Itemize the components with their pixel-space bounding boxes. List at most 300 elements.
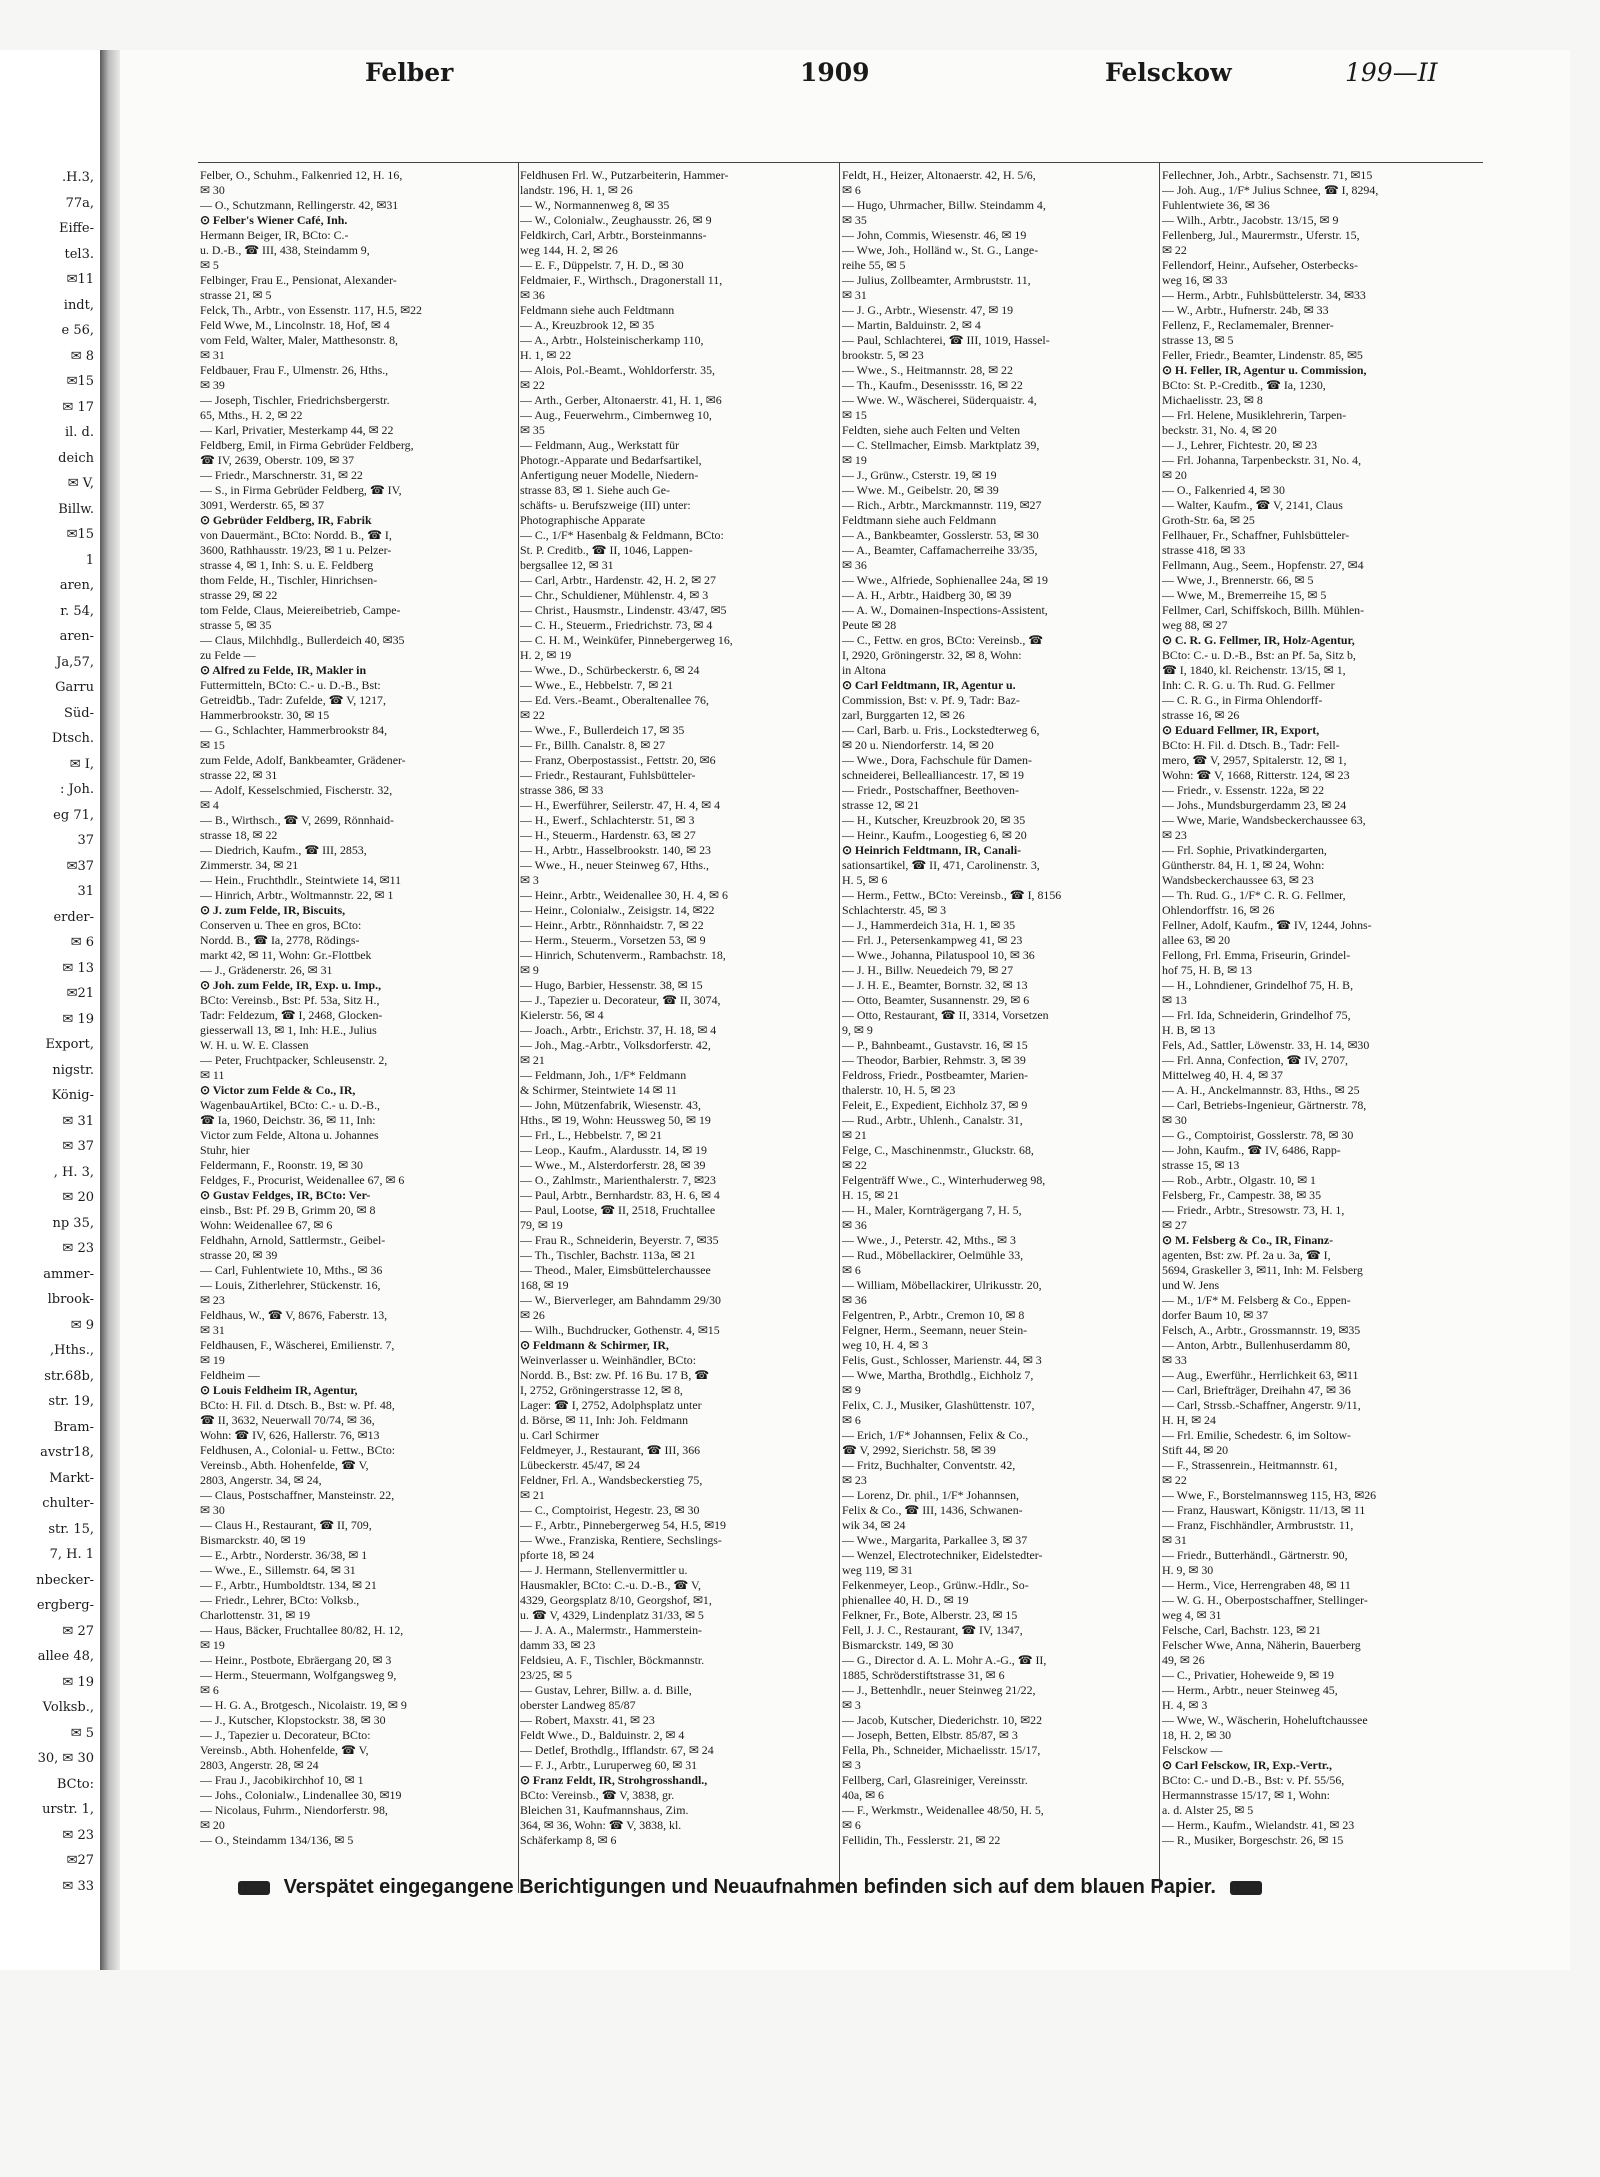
directory-entry-line: Felkner, Fr., Bote, Alberstr. 23, ✉ 15: [842, 1608, 1018, 1622]
previous-page-fragment: np 35,: [52, 1215, 94, 1231]
directory-entry-line: — Heinr., Postbote, Ebräergang 20, ✉ 3: [200, 1653, 392, 1667]
pointing-hand-icon: [238, 1881, 270, 1895]
directory-entry-line: — Frl. Sophie, Privatkindergarten,: [1162, 843, 1327, 857]
directory-entry-line: 3091, Werderstr. 65, ✉ 37: [200, 498, 325, 512]
directory-entry-line: ✉ 36: [520, 288, 545, 302]
directory-entry-line: — H., Steuerm., Hardenstr. 63, ✉ 27: [520, 828, 696, 842]
directory-entry-line: — Wilh., Buchdrucker, Gothenstr. 4, ✉15: [520, 1323, 720, 1337]
directory-entry-line: — Gustav, Lehrer, Billw. a. d. Bille,: [520, 1683, 692, 1697]
directory-entry-line: — A. H., Anckelmannstr. 83, Hths., ✉ 25: [1162, 1083, 1360, 1097]
directory-entry-line: Felgner, Herm., Seemann, neuer Stein-: [842, 1323, 1028, 1337]
directory-entry-line: — Louis, Zitherlehrer, Stückenstr. 16,: [200, 1278, 381, 1292]
directory-entry-line: — Franz, Hauswart, Königstr. 11/13, ✉ 11: [1162, 1503, 1366, 1517]
directory-entry-line: Fellner, Adolf, Kaufm., ☎ IV, 1244, Johns-: [1162, 918, 1372, 932]
directory-entry-line: Fels, Ad., Sattler, Löwenstr. 33, H. 14, ✉30: [1162, 1038, 1370, 1052]
directory-entry-line: Bismarckstr. 40, ✉ 19: [200, 1533, 306, 1547]
directory-entry-line: ✉ 20: [1162, 468, 1187, 482]
directory-entry-line: 3600, Rathhausstr. 19/23, ✉ 1 u. Pelzer-: [200, 543, 392, 557]
directory-entry-line: — Wwe, M., Bremerreihe 15, ✉ 5: [1162, 588, 1327, 602]
directory-entry-line: — Heinr., Arbtr., Weidenallee 30, H. 4, ✉ 6: [520, 888, 728, 902]
directory-entry-line: Felge, C., Maschinenmstr., Gluckstr. 68,: [842, 1143, 1034, 1157]
directory-entry-line: Hammerbrookstr. 30, ✉ 15: [200, 708, 330, 722]
directory-entry-line: ✉ 31: [200, 1323, 225, 1337]
directory-entry-line: I, 2752, Gröningerstrasse 12, ✉ 8,: [520, 1383, 683, 1397]
directory-entry-line: — Martin, Balduinstr. 2, ✉ 4: [842, 318, 981, 332]
directory-entry-line: 5694, Graskeller 3, ✉11, Inh: M. Felsberg: [1162, 1263, 1363, 1277]
directory-entry-line: Fell, J. J. C., Restaurant, ☎ IV, 1347,: [842, 1623, 1023, 1637]
directory-entry-line: — Hinrich, Schutenverm., Rambachstr. 18,: [520, 948, 726, 962]
directory-entry-line: — A. W., Domainen-Inspections-Assistent,: [842, 603, 1048, 617]
directory-entry-line: — W., Colonialw., Zeughausstr. 26, ✉ 9: [520, 213, 712, 227]
directory-entry-line: dorfer Baum 10, ✉ 37: [1162, 1308, 1269, 1322]
directory-entry-line: — Anton, Arbtr., Bullenhuserdamm 80,: [1162, 1338, 1351, 1352]
directory-entry-line: — Herm., Steuermann, Wolfgangsweg 9,: [200, 1668, 397, 1682]
directory-entry-line: — Hugo, Uhrmacher, Billw. Steindamm 4,: [842, 198, 1046, 212]
directory-entry-line: — Wilh., Arbtr., Jacobstr. 13/15, ✉ 9: [1162, 213, 1339, 227]
directory-entry-line: Feldtmann siehe auch Feldmann: [842, 513, 997, 527]
directory-entry-line: thalerstr. 10, H. 5, ✉ 23: [842, 1083, 956, 1097]
directory-entry-line: Hermannstrasse 15/17, ✉ 1, Wohn:: [1162, 1788, 1330, 1802]
directory-entry-line: — J. Hermann, Stellenvermittler u.: [520, 1563, 688, 1577]
directory-entry-line: Fellidin, Th., Fesslerstr. 21, ✉ 22: [842, 1833, 1001, 1847]
directory-entry-line: — Wwe., Alfriede, Sophienallee 24a, ✉ 19: [842, 573, 1048, 587]
directory-entry-line: 23/25, ✉ 5: [520, 1668, 572, 1682]
directory-entry-line: — J., Tapezier u. Decorateur, BCto:: [200, 1728, 371, 1742]
directory-entry-line: — Th., Tischler, Bachstr. 113a, ✉ 21: [520, 1248, 696, 1262]
directory-entry-line: ✉ 6: [842, 1263, 861, 1277]
directory-entry-line: ⊙ M. Felsberg & Co., IR, Finanz-: [1162, 1233, 1334, 1247]
directory-entry-line: ✉ 6: [842, 183, 861, 197]
directory-entry-line: Wohn: ☎ V, 1668, Ritterstr. 124, ✉ 23: [1162, 768, 1350, 782]
directory-entry-line: thom Felde, H., Tischler, Hinrichsen-: [200, 573, 378, 587]
directory-entry-line: — J. G., Arbtr., Wiesenstr. 47, ✉ 19: [842, 303, 1014, 317]
directory-entry-line: Feldt Wwe., D., Balduinstr. 2, ✉ 4: [520, 1728, 685, 1742]
page-number: 199—II: [1345, 58, 1438, 87]
directory-entry-line: H. H, ✉ 24: [1162, 1413, 1216, 1427]
directory-entry-line: — Wwe. W., Wäscherei, Süderquaistr. 4,: [842, 393, 1037, 407]
directory-entry-line: — C., Fettw. en gros, BCto: Vereinsb., ☎: [842, 633, 1044, 647]
directory-entry-line: Feldhusen Frl. W., Putzarbeiterin, Hammer-: [520, 168, 729, 182]
directory-entry-line: H. B, ✉ 13: [1162, 1023, 1216, 1037]
directory-entry-line: 168, ✉ 19: [520, 1278, 569, 1292]
directory-entry-line: a. d. Alster 25, ✉ 5: [1162, 1803, 1254, 1817]
directory-entry-line: W. H. u. W. E. Classen: [200, 1038, 309, 1052]
directory-entry-line: tom Felde, Claus, Meiereibetrieb, Campe-: [200, 603, 401, 617]
directory-entry-line: strasse 15, ✉ 13: [1162, 1158, 1240, 1172]
directory-entry-line: — Herm., Vice, Herrengraben 48, ✉ 11: [1162, 1578, 1351, 1592]
directory-entry-line: Anfertigung neuer Modelle, Niedern-: [520, 468, 699, 482]
directory-entry-line: allee 63, ✉ 20: [1162, 933, 1231, 947]
directory-entry-line: — Claus H., Restaurant, ☎ II, 709,: [200, 1518, 372, 1532]
directory-entry-line: Conserven u. Thee en gros, BCto:: [200, 918, 362, 932]
directory-entry-line: Fellong, Frl. Emma, Friseurin, Grindel-: [1162, 948, 1351, 962]
directory-entry-line: strasse 20, ✉ 39: [200, 1248, 278, 1262]
previous-page-fragment: allee 48,: [37, 1649, 94, 1664]
directory-entry-line: ✉ 4: [200, 798, 219, 812]
directory-entry-line: — Frl. J., Petersenkampweg 41, ✉ 23: [842, 933, 1023, 947]
previous-page-fragment: Billw.: [58, 501, 94, 517]
directory-entry-line: Felsch, A., Arbtr., Grossmannstr. 19, ✉35: [1162, 1323, 1361, 1337]
directory-entry-line: — Herm., Kaufm., Wielandstr. 41, ✉ 23: [1162, 1818, 1355, 1832]
previous-page-fragment: Garru: [55, 680, 94, 695]
directory-entry-line: ☎ Ia, 1960, Deichstr. 36, ✉ 11, Inh:: [200, 1113, 376, 1127]
directory-entry-line: — Th. Rud. G., 1/F* C. R. G. Fellmer,: [1162, 888, 1346, 902]
directory-entry-line: BCto: C.- u. D.-B., Bst: an Pf. 5a, Sitz b,: [1162, 648, 1356, 662]
directory-entry-line: — Theod., Maler, Eimsbüttelerchaussee: [520, 1263, 711, 1277]
footer-note: [230, 1876, 1490, 1899]
directory-entry-line: — Herm., Arbtr., Fuhlsbüttelerstr. 34, ✉33: [1162, 288, 1366, 302]
directory-entry-line: weg 88, ✉ 27: [1162, 618, 1228, 632]
previous-page-fragment: ✉ 33: [62, 1878, 94, 1894]
directory-entry-line: — Frl., L., Hebbelstr. 7, ✉ 21: [520, 1128, 663, 1142]
directory-entry-line: — Fr., Billh. Canalstr. 8, ✉ 27: [520, 738, 666, 752]
directory-entry-line: — Frau J., Jacobikirchhof 10, ✉ 1: [200, 1773, 364, 1787]
previous-page-fragment: Volksb.,: [42, 1700, 94, 1715]
directory-entry-line: H. 4, ✉ 3: [1162, 1698, 1208, 1712]
directory-entry-line: — O., Zahlmstr., Marienthalerstr. 7, ✉23: [520, 1173, 716, 1187]
directory-entry-line: beckstr. 31, No. 4, ✉ 20: [1162, 423, 1277, 437]
directory-entry-line: ⊙ Louis Feldheim IR, Agentur,: [200, 1383, 358, 1397]
directory-entry-line: — Ed. Vers.-Beamt., Oberaltenallee 76,: [520, 693, 709, 707]
directory-column-2: [520, 168, 838, 1893]
directory-entry-line: Felix, C. J., Musiker, Glashüttenstr. 107,: [842, 1398, 1035, 1412]
directory-entry-line: — J., Grünw., Csterstr. 19, ✉ 19: [842, 468, 997, 482]
directory-entry-line: Hermann Beiger, IR, BCto: C.-: [200, 228, 349, 242]
previous-page-fragment: tel3.: [64, 246, 94, 262]
directory-entry-line: — Wwe., H., neuer Steinweg 67, Hths.,: [520, 858, 710, 872]
directory-entry-line: — Carl, Strssb.-Schaffner, Angerstr. 9/11,: [1162, 1398, 1361, 1412]
directory-entry-line: — G., Director d. A. L. Mohr A.-G., ☎ II,: [842, 1653, 1047, 1667]
directory-entry-line: — J., Grädenerstr. 26, ✉ 31: [200, 963, 333, 977]
directory-entry-line: — Herm., Steuerm., Vorsetzen 53, ✉ 9: [520, 933, 706, 947]
directory-entry-line: — Joseph, Tischler, Friedrichsbergerstr.: [200, 393, 390, 407]
directory-entry-line: — Carl, Arbtr., Hardenstr. 42, H. 2, ✉ 27: [520, 573, 716, 587]
directory-entry-line: — C., Comptoirist, Hegestr. 23, ✉ 30: [520, 1503, 700, 1517]
previous-page-fragment: : Joh.: [59, 782, 94, 797]
directory-entry-line: — O., Steindamm 134/136, ✉ 5: [200, 1833, 354, 1847]
directory-entry-line: — W., Normannenweg 8, ✉ 35: [520, 198, 670, 212]
previous-page-edge: [0, 50, 102, 1970]
directory-entry-line: ✉ 22: [842, 1158, 867, 1172]
directory-entry-line: — Friedr., Marschnerstr. 31, ✉ 22: [200, 468, 363, 482]
directory-entry-line: ✉ 6: [200, 1683, 219, 1697]
directory-entry-line: — Frau R., Schneiderin, Beyerstr. 7, ✉35: [520, 1233, 719, 1247]
directory-entry-line: — G., Schlachter, Hammerbrookstr 84,: [200, 723, 388, 737]
directory-entry-line: — Aug., Feuerwehrm., Cimbernweg 10,: [520, 408, 712, 422]
directory-entry-line: — Wwe, Martha, Brothdlg., Eichholz 7,: [842, 1368, 1034, 1382]
directory-entry-line: Inh: C. R. G. u. Th. Rud. G. Fellmer: [1162, 678, 1335, 692]
directory-entry-line: Felgentren, P., Arbtr., Cremon 10, ✉ 8: [842, 1308, 1025, 1322]
directory-entry-line: — Wwe., E., Sillemstr. 64, ✉ 31: [200, 1563, 356, 1577]
previous-page-fragment: ✉ 27: [62, 1623, 94, 1639]
previous-page-fragment: ✉15: [66, 527, 94, 542]
directory-entry-line: — F., Strassenrein., Heitmannstr. 61,: [1162, 1458, 1338, 1472]
directory-entry-line: 40a, ✉ 6: [842, 1788, 884, 1802]
directory-entry-line: BCto: Vereinsb., Bst: Pf. 53a, Sitz H.,: [200, 993, 380, 1007]
previous-page-fragment: Export,: [45, 1037, 94, 1052]
previous-page-fragment: König-: [51, 1088, 94, 1103]
directory-entry-line: — G., Comptoirist, Gosslerstr. 78, ✉ 30: [1162, 1128, 1354, 1142]
previous-page-fragment: 31: [77, 884, 94, 899]
directory-entry-line: Feldges, F., Procurist, Weidenallee 67, ✉ 6: [200, 1173, 405, 1187]
previous-page-fragment: deich: [58, 450, 94, 466]
directory-entry-line: ✉ 3: [842, 1758, 861, 1772]
directory-entry-line: ✉ 36: [842, 558, 867, 572]
directory-entry-line: ☎ II, 3632, Neuerwall 70/74, ✉ 36,: [200, 1413, 375, 1427]
directory-entry-line: bergsallee 12, ✉ 31: [520, 558, 614, 572]
previous-page-fragment: Eiffe-: [59, 221, 94, 236]
directory-entry-line: ✉ 6: [842, 1818, 861, 1832]
directory-entry-line: Felsberg, Fr., Campestr. 38, ✉ 35: [1162, 1188, 1322, 1202]
directory-entry-line: — Paul, Lootse, ☎ II, 2518, Fruchtallee: [520, 1203, 716, 1217]
previous-page-fragment: ✉ 23: [62, 1241, 94, 1256]
directory-entry-line: — Carl, Betriebs-Ingenieur, Gärtnerstr. 78,: [1162, 1098, 1367, 1112]
directory-entry-line: — H., Ewerf., Schlachterstr. 51, ✉ 3: [520, 813, 695, 827]
directory-entry-line: ⊙ J. zum Felde, IR, Biscuits,: [200, 903, 346, 917]
directory-entry-line: — C., Privatier, Hoheweide 9, ✉ 19: [1162, 1668, 1334, 1682]
directory-entry-line: — Julius, Zollbeamter, Armbruststr. 11,: [842, 273, 1031, 287]
directory-entry-line: Ohlendorffstr. 16, ✉ 26: [1162, 903, 1275, 917]
directory-entry-line: — Friedr., Lehrer, BCto: Volksb.,: [200, 1593, 360, 1607]
directory-entry-line: ✉ 22: [520, 708, 545, 722]
directory-entry-line: Feldhausen, F., Wäscherei, Emilienstr. 7,: [200, 1338, 395, 1352]
directory-entry-line: Hausmakler, BCto: C.-u. D.-B., ☎ V,: [520, 1578, 702, 1592]
previous-page-fragment: avstr18,: [40, 1445, 94, 1460]
previous-page-fragment: e 56,: [61, 323, 94, 338]
directory-entry-line: ✉ 22: [520, 378, 545, 392]
directory-entry-line: strasse 83, ✉ 1. Siehe auch Ge-: [520, 483, 670, 497]
directory-entry-line: Felix & Co., ☎ III, 1436, Schwanen-: [842, 1503, 1023, 1517]
directory-entry-line: — W., Arbtr., Hufnerstr. 24b, ✉ 33: [1162, 303, 1329, 317]
directory-entry-line: — S., in Firma Gebrüder Feldberg, ☎ IV,: [200, 483, 402, 497]
directory-entry-line: 1885, Schröderstiftstrasse 31, ✉ 6: [842, 1668, 1005, 1682]
directory-entry-line: — Wwe., Franziska, Rentiere, Sechslings-: [520, 1533, 722, 1547]
previous-page-fragment: Bram-: [53, 1419, 94, 1435]
directory-entry-line: ⊙ Carl Feldtmann, IR, Agentur u.: [842, 678, 1016, 692]
directory-entry-line: H. 9, ✉ 30: [1162, 1563, 1214, 1577]
previous-page-fragment: 30, ✉ 30: [37, 1751, 94, 1766]
directory-entry-line: hof 75, H. B, ✉ 13: [1162, 963, 1252, 977]
directory-entry-line: — Claus, Postschaffner, Mansteinstr. 22,: [200, 1488, 395, 1502]
previous-page-fragment: .H.3,: [61, 170, 94, 185]
directory-entry-line: — Herm., Fettw., BCto: Vereinsb., ☎ I, 8156: [842, 888, 1062, 902]
directory-entry-line: I, 2920, Gröningerstr. 32, ✉ 8, Wohn:: [842, 648, 1022, 662]
previous-page-fragment: indt,: [63, 297, 94, 313]
directory-entry-line: BCto: C.- und D.-B., Bst: v. Pf. 55/56,: [1162, 1773, 1345, 1787]
directory-entry-line: Felber, O., Schuhm., Falkenried 12, H. 16,: [200, 168, 403, 182]
directory-entry-line: — J., Bettenhdlr., neuer Steinweg 21/22,: [842, 1683, 1036, 1697]
previous-page-fragment: ✉ 8: [70, 348, 94, 364]
directory-entry-line: BCto: Vereinsb., ☎ V, 3838, gr.: [520, 1788, 675, 1802]
directory-entry-line: 18, H. 2, ✉ 30: [1162, 1728, 1232, 1742]
directory-entry-line: — Rud., Möbellackirer, Oelmühle 33,: [842, 1248, 1024, 1262]
directory-entry-line: ✉ 35: [842, 213, 867, 227]
directory-entry-line: Charlottenstr. 31, ✉ 19: [200, 1608, 311, 1622]
directory-entry-line: — M., 1/F* M. Felsberg & Co., Eppen-: [1162, 1293, 1351, 1307]
previous-page-fragment: ✉ 37: [62, 1139, 94, 1154]
directory-entry-line: strasse 386, ✉ 33: [520, 783, 604, 797]
running-head-first-entry: Felber: [365, 58, 454, 87]
directory-entry-line: ✉ 33: [1162, 1353, 1187, 1367]
directory-entry-line: — Heinr., Arbtr., Rönnhaidstr. 7, ✉ 22: [520, 918, 704, 932]
directory-entry-line: ✉ 13: [1162, 993, 1187, 1007]
directory-entry-line: zu Felde —: [200, 648, 256, 662]
directory-entry-line: — Wwe, Marie, Wandsbeckerchaussee 63,: [1162, 813, 1366, 827]
previous-page-fragment: lbrook-: [47, 1292, 94, 1307]
directory-entry-line: zarl, Burggarten 12, ✉ 26: [842, 708, 965, 722]
directory-entry-line: — Wwe., M., Alsterdorferstr. 28, ✉ 39: [520, 1158, 706, 1172]
directory-entry-line: — Rud., Arbtr., Uhlenh., Canalstr. 31,: [842, 1113, 1023, 1127]
directory-entry-line: ⊙ Eduard Fellmer, IR, Export,: [1162, 723, 1320, 737]
directory-entry-line: ☎ I, 1840, kl. Reichenstr. 13/15, ✉ 1,: [1162, 663, 1346, 677]
directory-entry-line: Zimmerstr. 34, ✉ 21: [200, 858, 299, 872]
directory-entry-line: ✉ 20: [200, 1818, 225, 1832]
directory-entry-line: Fellendorf, Heinr., Aufseher, Osterbecks-: [1162, 258, 1358, 272]
previous-page-fragment: ✉ 19: [62, 1011, 94, 1027]
directory-entry-line: Nordd. B., ☎ Ia, 2778, Rödings-: [200, 933, 360, 947]
directory-entry-line: — A., Bankbeamter, Gosslerstr. 53, ✉ 30: [842, 528, 1039, 542]
directory-entry-line: — Friedr., Postschaffner, Beethoven-: [842, 783, 1019, 797]
directory-entry-line: ✉ 31: [200, 348, 225, 362]
directory-entry-line: Feld Wwe, M., Lincolnstr. 18, Hof, ✉ 4: [200, 318, 390, 332]
previous-page-fragment: ✉15: [66, 374, 94, 389]
directory-entry-line: pforte 18, ✉ 24: [520, 1548, 595, 1562]
directory-entry-line: u. ☎ V, 4329, Lindenplatz 31/33, ✉ 5: [520, 1608, 704, 1622]
directory-entry-line: — Feldmann, Aug., Werkstatt für: [520, 438, 679, 452]
directory-entry-line: ⊙ Heinrich Feldtmann, IR, Canali-: [842, 843, 1022, 857]
directory-entry-line: Feleit, E., Expedient, Eichholz 37, ✉ 9: [842, 1098, 1028, 1112]
directory-entry-line: — Joh. Aug., 1/F* Julius Schnee, ☎ I, 8294,: [1162, 183, 1379, 197]
previous-page-fragment: il. d.: [64, 425, 94, 440]
directory-entry-line: reihe 55, ✉ 5: [842, 258, 906, 272]
directory-entry-line: ✉ 39: [200, 378, 225, 392]
directory-entry-line: — B., Wirthsch., ☎ V, 2699, Rönnhaid-: [200, 813, 395, 827]
directory-entry-line: sationsartikel, ☎ II, 471, Carolinenstr. 3,: [842, 858, 1040, 872]
directory-entry-line: ⊙ Franz Feldt, IR, Strohgrosshandl.,: [520, 1773, 708, 1787]
directory-entry-line: schneiderei, Bellealliancestr. 17, ✉ 19: [842, 768, 1024, 782]
directory-entry-line: — Wenzel, Electrotechniker, Eidelstedter-: [842, 1548, 1043, 1562]
previous-page-fragment: Dtsch.: [51, 731, 94, 746]
directory-entry-line: strasse 418, ✉ 33: [1162, 543, 1246, 557]
directory-entry-line: — Robert, Maxstr. 41, ✉ 23: [520, 1713, 655, 1727]
directory-entry-line: — Paul, Schlachterei, ☎ III, 1019, Hassel-: [842, 333, 1050, 347]
directory-entry-line: — Frl. Emilie, Schedestr. 6, im Soltow-: [1162, 1428, 1351, 1442]
directory-entry-line: BCto: H. Fil. d. Dtsch. B., Bst: w. Pf. 48,: [200, 1398, 395, 1412]
directory-entry-line: — Joh., Mag.-Arbtr., Volksdorferstr. 42,: [520, 1038, 711, 1052]
directory-entry-line: St. P. Creditb., ☎ II, 1046, Lappen-: [520, 543, 693, 557]
directory-entry-line: — Otto, Restaurant, ☎ II, 3314, Vorsetzen: [842, 1008, 1049, 1022]
directory-entry-line: in Altona: [842, 663, 886, 677]
directory-entry-line: Weinverlasser u. Weinhändler, BCto:: [520, 1353, 697, 1367]
directory-entry-line: — Friedr., Butterhändl., Gärtnerstr. 90,: [1162, 1548, 1348, 1562]
directory-entry-line: ✉ 15: [200, 738, 225, 752]
directory-entry-line: — Theodor, Barbier, Rehmstr. 3, ✉ 39: [842, 1053, 1026, 1067]
previous-page-fragment: 77a,: [65, 195, 94, 211]
previous-page-fragment: 7, H. 1: [49, 1547, 94, 1562]
previous-page-fragment: nigstr.: [52, 1062, 94, 1078]
directory-entry-line: — H. G. A., Brotgesch., Nicolaistr. 19, ✉ 9: [200, 1698, 407, 1712]
directory-entry-line: ⊙ C. R. G. Fellmer, IR, Holz-Agentur,: [1162, 633, 1355, 647]
directory-entry-line: Fellenz, F., Reclamemaler, Brenner-: [1162, 318, 1334, 332]
directory-entry-line: 4329, Georgsplatz 8/10, Georgshof, ✉1,: [520, 1593, 712, 1607]
directory-entry-line: — J., Lehrer, Fichtestr. 20, ✉ 23: [1162, 438, 1318, 452]
previous-page-fragment: ✉11: [66, 272, 94, 287]
directory-entry-line: — C. H. M., Weinküfer, Pinnebergerweg 16,: [520, 633, 733, 647]
directory-entry-line: Feldross, Friedr., Postbeamter, Marien-: [842, 1068, 1029, 1082]
directory-entry-line: — Friedr., v. Essenstr. 122a, ✉ 22: [1162, 783, 1325, 797]
running-head-last-entry: Felsckow: [1105, 58, 1232, 87]
directory-entry-line: Feldkirch, Carl, Arbtr., Borsteinmanns-: [520, 228, 707, 242]
previous-page-fragment: ✉ 13: [62, 960, 94, 976]
directory-entry-line: d. Börse, ✉ 11, Inh: Joh. Feldmann: [520, 1413, 689, 1427]
directory-entry-line: landstr. 196, H. 1, ✉ 26: [520, 183, 633, 197]
directory-entry-line: H. 1, ✉ 22: [520, 348, 572, 362]
directory-entry-line: — Franz, Fischhändler, Armbruststr. 11,: [1162, 1518, 1354, 1532]
directory-entry-line: — Johs., Colonialw., Lindenallee 30, ✉19: [200, 1788, 402, 1802]
directory-entry-line: — Walter, Kaufm., ☎ V, 2141, Claus: [1162, 498, 1343, 512]
directory-entry-line: WagenbauArtikel, BCto: C.- u. D.-B.,: [200, 1098, 381, 1112]
directory-entry-line: Feldhusen, A., Colonial- u. Fettw., BCto:: [200, 1443, 396, 1457]
directory-entry-line: Schlachterstr. 45, ✉ 3: [842, 903, 947, 917]
previous-page-fragment: ✉ 9: [70, 1317, 94, 1333]
directory-entry-line: — J., Tapezier u. Decorateur, ☎ II, 3074,: [520, 993, 721, 1007]
previous-page-fragment: 37: [77, 833, 94, 848]
footer-note-text: Verspätet eingegangene Berichtigungen und Neuaufnahmen befinden sich auf dem blauen Papier.: [283, 1876, 1216, 1898]
directory-entry-line: Fellmann, Aug., Seem., Hopfenstr. 27, ✉4: [1162, 558, 1364, 572]
directory-entry-line: — C., 1/F* Hasenbalg & Feldmann, BCto:: [520, 528, 724, 542]
directory-entry-line: ✉ 21: [520, 1053, 545, 1067]
directory-entry-line: strasse 21, ✉ 5: [200, 288, 272, 302]
directory-entry-line: strasse 16, ✉ 26: [1162, 708, 1240, 722]
directory-entry-line: strasse 18, ✉ 22: [200, 828, 278, 842]
directory-entry-line: ✉ 31: [1162, 1533, 1187, 1547]
directory-entry-line: Felck, Th., Arbtr., von Essenstr. 117, H.5, ✉22: [200, 303, 423, 317]
directory-entry-line: — Wwe., Margarita, Parkallee 3, ✉ 37: [842, 1533, 1028, 1547]
directory-entry-line: — Joach., Arbtr., Erichstr. 37, H. 18, ✉ 4: [520, 1023, 717, 1037]
directory-entry-line: Photogr.-Apparate und Bedarfsartikel,: [520, 453, 702, 467]
directory-entry-line: ✉ 22: [1162, 243, 1187, 257]
directory-entry-line: Feldmeyer, J., Restaurant, ☎ III, 366: [520, 1443, 701, 1457]
previous-page-fragment: ergberg-: [36, 1598, 94, 1613]
previous-page-fragment: ,Hths.,: [49, 1343, 94, 1358]
directory-entry-line: — J. H., Billw. Neuedeich 79, ✉ 27: [842, 963, 1014, 977]
directory-entry-line: — Lorenz, Dr. phil., 1/F* Johannsen,: [842, 1488, 1020, 1502]
directory-entry-line: Bismarckstr. 149, ✉ 30: [842, 1638, 954, 1652]
directory-entry-line: — Frl. Helene, Musiklehrerin, Tarpen-: [1162, 408, 1347, 422]
directory-entry-line: — J. A. A., Malermstr., Hammerstein-: [520, 1623, 702, 1637]
directory-entry-line: — Wwe., J., Peterstr. 42, Mths., ✉ 3: [842, 1233, 1016, 1247]
directory-entry-line: ⊙ Victor zum Felde & Co., IR,: [200, 1083, 356, 1097]
directory-entry-line: — J. H. E., Beamter, Bornstr. 32, ✉ 13: [842, 978, 1028, 992]
directory-entry-line: — Carl, Fuhlentwiete 10, Mths., ✉ 36: [200, 1263, 383, 1277]
directory-entry-line: Commission, Bst: v. Pf. 9, Tadr: Baz-: [842, 693, 1020, 707]
directory-entry-line: — Th., Kaufm., Desenissstr. 16, ✉ 22: [842, 378, 1023, 392]
directory-entry-line: ✉ 30: [200, 1503, 225, 1517]
directory-entry-line: ✉ 30: [200, 183, 225, 197]
directory-entry-line: ✉ 19: [200, 1638, 225, 1652]
previous-page-fragment: ✉ 5: [70, 1725, 94, 1741]
directory-entry-line: — E., Arbtr., Norderstr. 36/38, ✉ 1: [200, 1548, 368, 1562]
directory-entry-line: — Wwe., Dora, Fachschule für Damen-: [842, 753, 1032, 767]
previous-page-fragment: Markt-: [49, 1470, 94, 1486]
directory-entry-line: — Jacob, Kutscher, Diederichstr. 10, ✉22: [842, 1713, 1043, 1727]
directory-entry-line: u. Carl Schirmer: [520, 1428, 599, 1442]
directory-entry-line: — F., Arbtr., Pinnebergerweg 54, H.5, ✉19: [520, 1518, 726, 1532]
directory-entry-line: — C. H., Steuerm., Friedrichstr. 73, ✉ 4: [520, 618, 713, 632]
directory-entry-line: — Friedr., Arbtr., Stresowstr. 73, H. 1,: [1162, 1203, 1345, 1217]
directory-entry-line: — Paul, Arbtr., Bernhardstr. 83, H. 6, ✉ 4: [520, 1188, 720, 1202]
directory-entry-line: Felkenmeyer, Leop., Grünw.-Hdlr., So-: [842, 1578, 1029, 1592]
